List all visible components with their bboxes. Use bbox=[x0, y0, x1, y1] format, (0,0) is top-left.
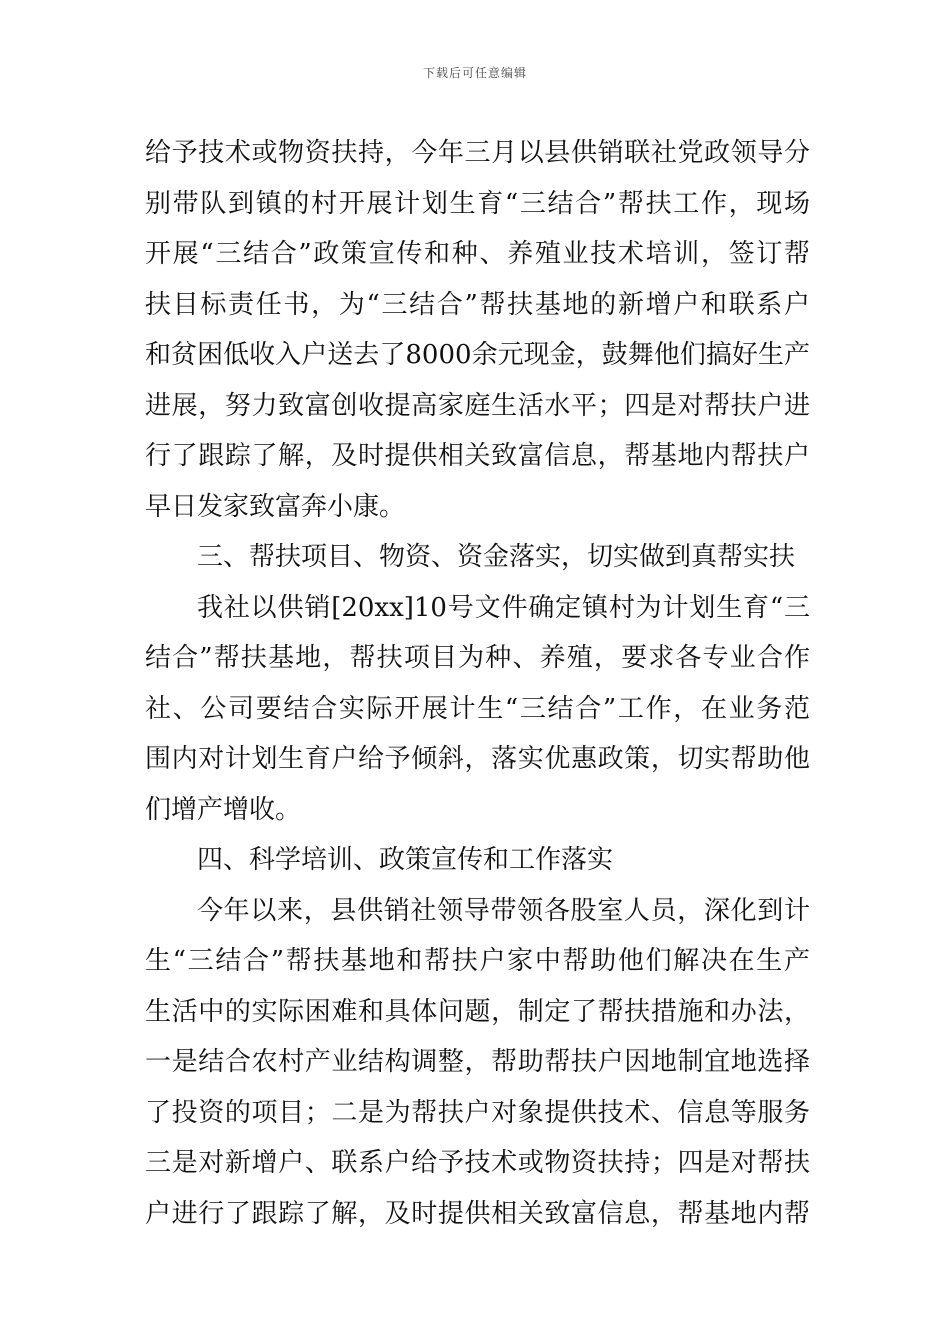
text-line: 生活中的实际困难和具体问题，制定了帮扶措施和办法， bbox=[145, 996, 810, 1027]
text-line: 围内对计划生育户给予倾斜，落实优惠政策，切实帮助他 bbox=[145, 744, 810, 774]
text-line: 别带队到镇的村开展计划生育“三结合”帮扶工作，现场 bbox=[145, 188, 810, 219]
text-line: 们增产增收。 bbox=[145, 794, 302, 825]
text-line: 开展“三结合”政策宣传和种、养殖业技术培训，签订帮 bbox=[145, 239, 810, 269]
document-body bbox=[145, 128, 810, 1239]
text-line: 社、公司要结合实际开展计生“三结合”工作，在业务范 bbox=[145, 693, 810, 724]
text-line: 行了跟踪了解，及时提供相关致富信息，帮基地内帮扶户 bbox=[145, 441, 810, 471]
text-line: 扶目标责任书，为“三结合”帮扶基地的新增户和联系户 bbox=[145, 289, 810, 320]
text-line: 给予技术或物资扶持，今年三月以县供销联社党政领导分 bbox=[145, 138, 810, 168]
text-line: 四、科学培训、政策宣传和工作落实 bbox=[197, 845, 614, 875]
text-line: 了投资的项目；二是为帮扶户对象提供技术、信息等服务 bbox=[145, 1097, 810, 1128]
text-line: 今年以来，县供销社领导带领各股室人员，深化到计 bbox=[197, 895, 810, 926]
text-line: 三是对新增户、联系户给予技术或物资扶持；四是对帮扶 bbox=[145, 1148, 810, 1178]
text-line: 户进行了跟踪了解，及时提供相关致富信息，帮基地内帮 bbox=[145, 1198, 810, 1229]
text-line: 进展，努力致富创收提高家庭生活水平；四是对帮扶户进 bbox=[145, 390, 810, 421]
text-line: 结合”帮扶基地，帮扶项目为种、养殖，要求各专业合作 bbox=[145, 643, 810, 673]
text-line: 早日发家致富奔小康。 bbox=[145, 491, 406, 522]
text-line: 三、帮扶项目、物资、资金落实，切实做到真帮实扶 bbox=[197, 542, 796, 572]
text-line: 一是结合农村产业结构调整，帮助帮扶户因地制宜地选择 bbox=[145, 1047, 810, 1077]
text-line: 和贫困低收入户送去了8000余元现金，鼓舞他们搞好生产 bbox=[145, 340, 810, 370]
page-header-note: 下载后可任意编辑 bbox=[422, 66, 527, 80]
text-line: 生“三结合”帮扶基地和帮扶户家中帮助他们解决在生产 bbox=[145, 946, 810, 976]
text-line: 我社以供销[20xx]10号文件确定镇村为计划生育“三 bbox=[197, 592, 810, 623]
